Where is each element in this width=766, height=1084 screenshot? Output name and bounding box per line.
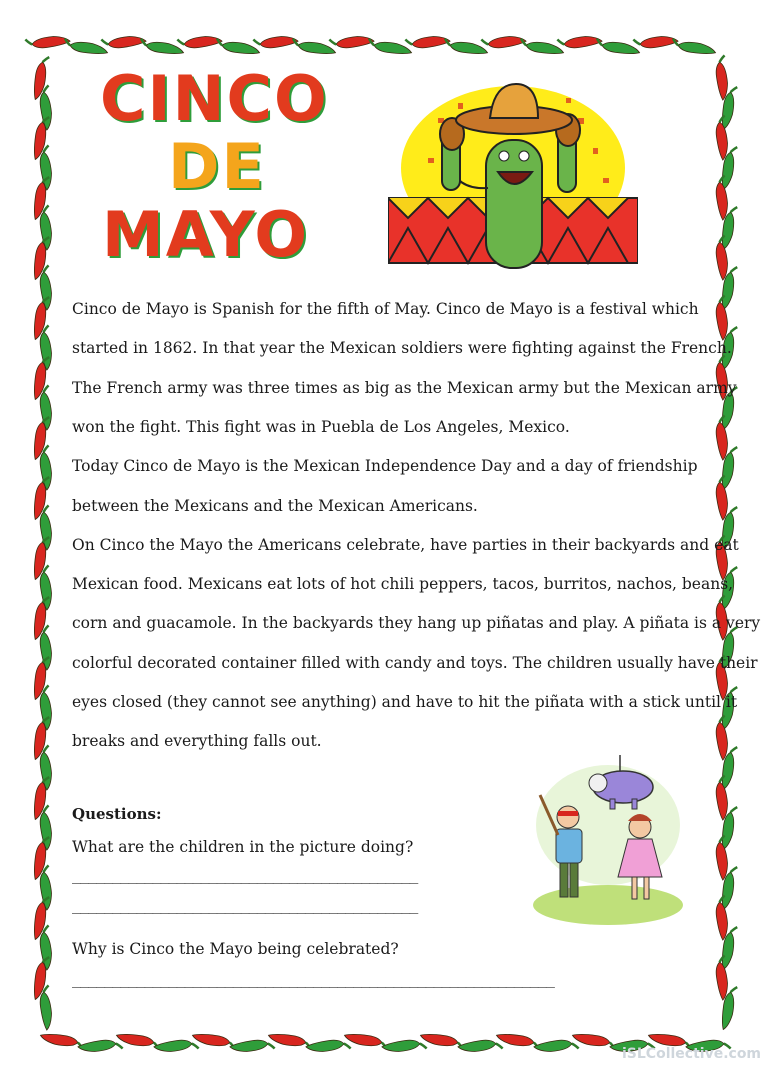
paragraph-line: corn and guacamole. In the backyards they hang up piñatas and play. A piñata is a very — [72, 614, 761, 633]
paragraph-line: colorful decorated container filled with candy and toys. The children usually have their — [72, 653, 758, 672]
questions-heading: Questions: — [72, 805, 162, 823]
children-pinata-illustration — [528, 755, 688, 930]
paragraph-line: won the fight. This fight was in Puebla de Los Angeles, Mexico. — [72, 417, 570, 436]
title-mayo: MAYO — [102, 198, 310, 271]
paragraph-line: eyes closed (they cannot see anything) and have to hit the piñata with a stick until it — [72, 693, 738, 711]
chili-pepper-icon — [457, 1038, 502, 1055]
paragraph-line: started in 1862. In that year the Mexican soldiers were fighting against the French. — [72, 339, 732, 358]
chili-pepper-icon — [229, 1038, 274, 1055]
paragraph-line: Mexican food. Mexicans eat lots of hot chili peppers, tacos, burritos, nachos, beans, — [72, 575, 734, 594]
watermark: iSLCollective.com — [622, 1046, 762, 1062]
chili-pepper-icon — [77, 1038, 122, 1055]
cactus-sombrero-illustration — [388, 78, 638, 273]
paragraph-line: breaks and everything falls out. — [72, 732, 322, 751]
answer-line-1: ___________________________________________ — [72, 866, 418, 884]
chili-pepper-icon — [329, 33, 374, 50]
question-2: Why is Cinco the Mayo being celebrated? — [72, 940, 399, 958]
question-1: What are the children in the picture doing? — [72, 838, 414, 856]
chili-pepper-icon — [153, 1038, 198, 1055]
chili-pepper-icon — [177, 33, 222, 50]
paragraph-line: The French army was three times as big as the Mexican army but the Mexican army — [72, 378, 737, 397]
chili-pepper-icon — [533, 1038, 578, 1055]
answer-line-3: ____________________________________________________________ — [72, 970, 554, 988]
title-de: DE — [168, 130, 266, 203]
answer-line-2: ___________________________________________ — [72, 896, 418, 914]
chili-pepper-icon — [305, 1038, 350, 1055]
title-cinco: CINCO — [100, 62, 329, 135]
paragraph-line: between the Mexicans and the Mexican Americans. — [72, 496, 478, 515]
chili-pepper-icon — [557, 33, 602, 50]
chili-pepper-icon — [405, 33, 450, 50]
chili-pepper-icon — [381, 1038, 426, 1055]
chili-pepper-icon — [481, 33, 526, 50]
chili-pepper-icon — [633, 33, 678, 50]
chili-pepper-icon — [253, 33, 298, 50]
paragraph-line: Today Cinco de Mayo is the Mexican Independence Day and a day of friendship — [72, 457, 698, 476]
paragraph-line: Cinco de Mayo is Spanish for the fifth of May. Cinco de Mayo is a festival which — [72, 300, 699, 318]
chili-pepper-icon — [32, 56, 49, 101]
paragraph-line: On Cinco the Mayo the Americans celebrate, have parties in their backyards and eat — [72, 535, 739, 554]
chili-pepper-icon — [25, 33, 70, 50]
chili-pepper-icon — [101, 33, 146, 50]
